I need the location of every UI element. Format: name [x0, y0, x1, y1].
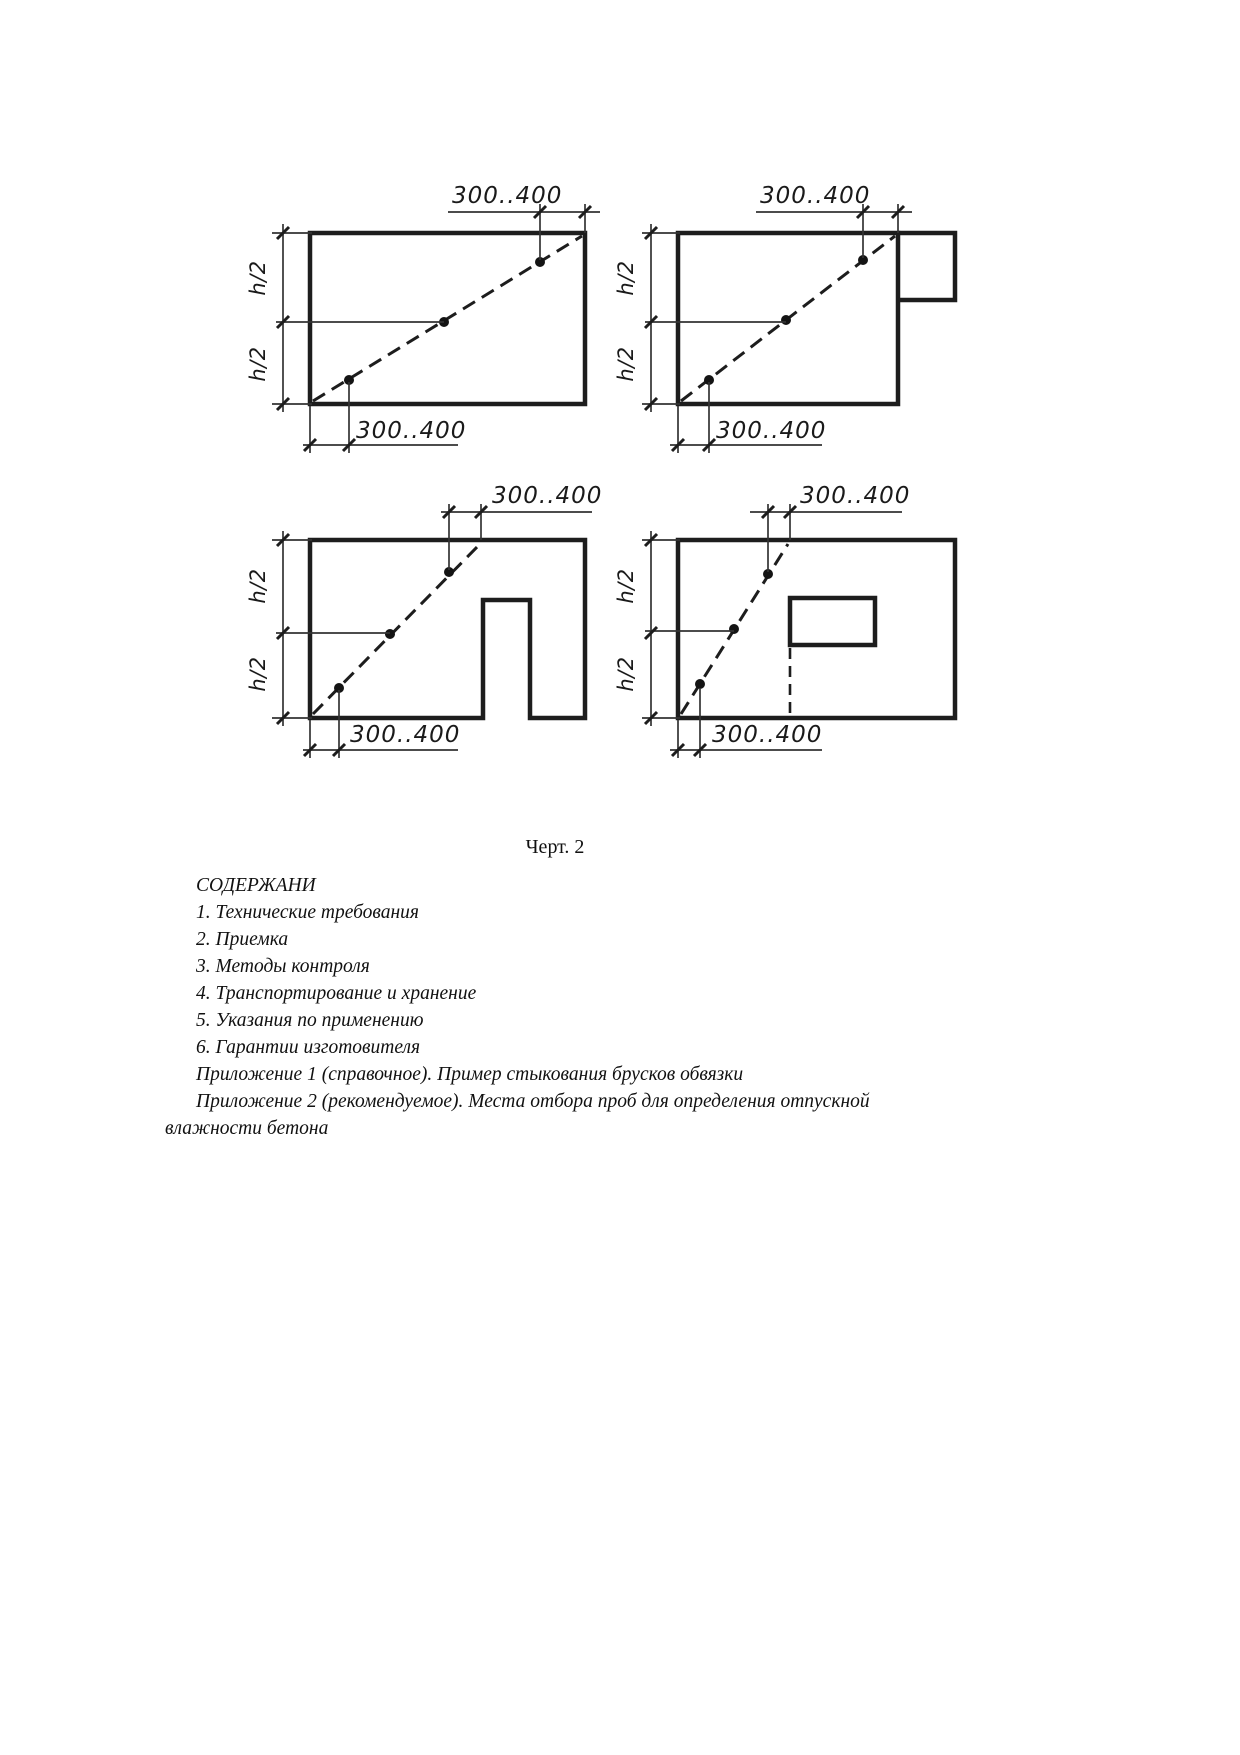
- h2-label-lower-1: h/2: [246, 346, 270, 382]
- dimension-ticks: [277, 206, 904, 756]
- h2-label-upper-4: h/2: [614, 568, 638, 604]
- dim-label-bottom-3: 300..400: [350, 722, 461, 748]
- toc-item: 5. Указания по применению: [196, 1010, 424, 1031]
- panel-outline-3: [310, 540, 585, 718]
- dim-label-bottom-2: 300..400: [716, 418, 827, 444]
- toc-item: 2. Приемка: [196, 929, 289, 950]
- toc-item: Приложение 2 (рекомендуемое). Места отбора проб для определения отпускной влажности бетона: [165, 1091, 870, 1139]
- toc-item: 6. Гарантии изготовителя: [196, 1037, 421, 1058]
- figure-caption: Черт. 2: [525, 836, 585, 858]
- window-opening-4: [790, 598, 875, 645]
- panel-outline-4: [678, 540, 955, 718]
- dimension-lines: [272, 204, 912, 758]
- dimension-labels: [246, 183, 910, 748]
- sample-point: [729, 624, 739, 634]
- table-of-contents: [165, 872, 965, 1142]
- h2-label-upper-1: h/2: [246, 260, 270, 296]
- sample-point: [385, 629, 395, 639]
- sample-point: [781, 315, 791, 325]
- toc-item: 4. Транспортирование и хранение: [196, 983, 477, 1004]
- h2-label-lower-2: h/2: [614, 346, 638, 382]
- panel-step-2: [898, 233, 955, 300]
- h2-label-lower-4: h/2: [614, 656, 638, 692]
- h2-label-lower-3: h/2: [246, 656, 270, 692]
- toc-heading: СОДЕРЖАНИ: [196, 875, 316, 896]
- dim-label-top-4: 300..400: [800, 483, 911, 509]
- toc-item: 1. Технические требования: [196, 902, 419, 923]
- dim-label-top-2: 300..400: [760, 183, 871, 209]
- dim-label-top-1: 300..400: [452, 183, 563, 209]
- figure-diagrams: [0, 0, 1240, 800]
- dim-label-bottom-4: 300..400: [712, 722, 823, 748]
- panel-outlines: [310, 233, 955, 718]
- sample-point: [695, 679, 705, 689]
- toc-item: 3. Методы контроля: [196, 956, 370, 977]
- dim-label-bottom-1: 300..400: [356, 418, 467, 444]
- h2-label-upper-3: h/2: [246, 568, 270, 604]
- toc-item: Приложение 1 (справочное). Пример стыкования брусков обвязки: [196, 1064, 744, 1085]
- dim-label-top-3: 300..400: [492, 483, 603, 509]
- h2-label-upper-2: h/2: [614, 260, 638, 296]
